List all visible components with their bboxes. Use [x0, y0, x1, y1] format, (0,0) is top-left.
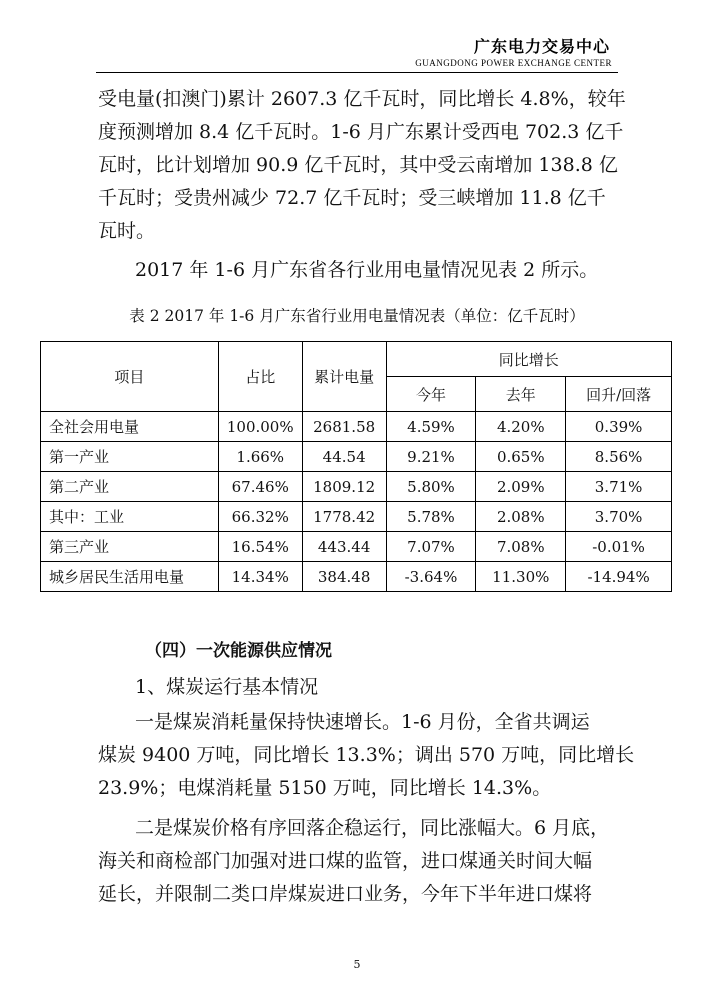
table-row [41, 562, 672, 592]
header-org-name-en: GUANGDONG POWER EXCHANGE CENTER [415, 58, 612, 68]
header-cumulative: 累计电量 [302, 342, 386, 412]
row-last-year: 2.09% [476, 472, 566, 502]
row-change: 0.39% [566, 412, 672, 442]
row-change: 3.71% [566, 472, 672, 502]
header-item: 项目 [41, 342, 219, 412]
row-this-year: 4.59% [386, 412, 476, 442]
table-caption: 表 2 2017 年 1-6 月广东省行业用电量情况表（单位：亿千瓦时） [129, 307, 585, 325]
intro-line-5: 瓦时。 [98, 220, 156, 242]
row-this-year: 7.07% [386, 532, 476, 562]
row-cumulative: 44.54 [302, 442, 386, 472]
section-title: （四）一次能源供应情况 [145, 641, 332, 661]
table-row [41, 472, 672, 502]
intro-line-2: 度预测增加 8.4 亿千瓦时。1-6 月广东累计受西电 702.3 亿千 [98, 121, 624, 143]
row-share: 66.32% [218, 502, 302, 532]
row-last-year: 2.08% [476, 502, 566, 532]
row-share: 100.00% [218, 412, 302, 442]
coal-paragraph-2-line-3: 延长，并限制二类口岸煤炭进口业务，今年下半年进口煤将 [98, 883, 593, 905]
header-last-year: 去年 [476, 377, 566, 412]
intro-line-3: 瓦时，比计划增加 90.9 亿千瓦时，其中受云南增加 138.8 亿 [98, 154, 618, 176]
table-row [41, 412, 672, 442]
intro-line-4: 千瓦时；受贵州减少 72.7 亿千瓦时；受三峡增加 11.8 亿千 [98, 187, 606, 209]
header-org-name: 广东电力交易中心 [473, 37, 610, 56]
row-this-year: -3.64% [386, 562, 476, 592]
row-cumulative: 2681.58 [302, 412, 386, 442]
row-item: 第一产业 [41, 442, 219, 472]
table-row [41, 502, 672, 532]
industry-electricity-table [40, 341, 672, 592]
row-cumulative: 443.44 [302, 532, 386, 562]
intro-line-6: 2017 年 1-6 月广东省各行业用电量情况见表 2 所示。 [135, 259, 599, 281]
intro-line-1: 受电量(扣澳门)累计 2607.3 亿千瓦时，同比增长 4.8%，较年 [98, 88, 626, 110]
header-share: 占比 [218, 342, 302, 412]
row-change: -14.94% [566, 562, 672, 592]
row-share: 14.34% [218, 562, 302, 592]
table-row [41, 442, 672, 472]
header-this-year: 今年 [386, 377, 476, 412]
row-item: 全社会用电量 [41, 412, 219, 442]
row-change: 3.70% [566, 502, 672, 532]
coal-paragraph-2-line-1: 二是煤炭价格有序回落企稳运行，同比涨幅大。6 月底， [135, 817, 610, 839]
row-share: 67.46% [218, 472, 302, 502]
row-change: 8.56% [566, 442, 672, 472]
table-row [41, 532, 672, 562]
coal-paragraph-2-line-2: 海关和商检部门加强对进口煤的监管，进口煤通关时间大幅 [98, 850, 593, 872]
header-rule [96, 72, 618, 73]
header-change: 回升/回落 [566, 377, 672, 412]
row-this-year: 5.78% [386, 502, 476, 532]
row-cumulative: 1809.12 [302, 472, 386, 502]
row-last-year: 11.30% [476, 562, 566, 592]
row-item: 第三产业 [41, 532, 219, 562]
row-share: 1.66% [218, 442, 302, 472]
row-last-year: 0.65% [476, 442, 566, 472]
row-cumulative: 384.48 [302, 562, 386, 592]
row-last-year: 7.08% [476, 532, 566, 562]
row-change: -0.01% [566, 532, 672, 562]
row-share: 16.54% [218, 532, 302, 562]
row-item: 其中：工业 [41, 502, 219, 532]
row-item: 城乡居民生活用电量 [41, 562, 219, 592]
row-cumulative: 1778.42 [302, 502, 386, 532]
row-item: 第二产业 [41, 472, 219, 502]
header-yoy: 同比增长 [386, 342, 671, 377]
row-last-year: 4.20% [476, 412, 566, 442]
coal-paragraph-1-line-1: 一是煤炭消耗量保持快速增长。1-6 月份，全省共调运 [135, 711, 590, 733]
coal-paragraph-1-line-3: 23.9%；电煤消耗量 5150 万吨，同比增长 14.3%。 [98, 777, 552, 799]
coal-paragraph-1-line-2: 煤炭 9400 万吨，同比增长 13.3%；调出 570 万吨，同比增长 [98, 744, 635, 766]
page-number: 5 [353, 958, 361, 971]
row-this-year: 5.80% [386, 472, 476, 502]
row-this-year: 9.21% [386, 442, 476, 472]
section-subtitle: 1、煤炭运行基本情况 [135, 676, 319, 698]
